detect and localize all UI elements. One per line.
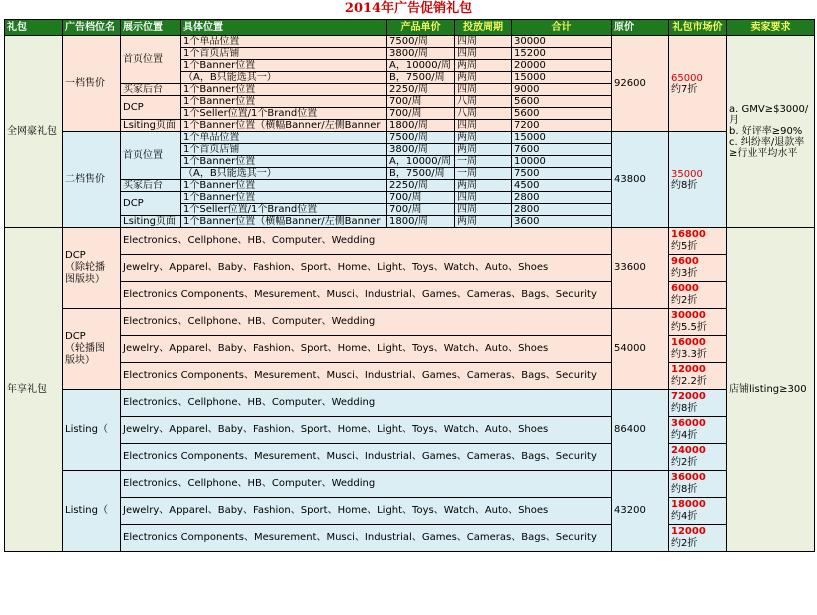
category-cell: Electronics、Cellphone、HB、Computer、Wedding bbox=[121, 390, 612, 417]
header-cell: 原价 bbox=[612, 20, 669, 36]
price-cell: 700/周 bbox=[387, 108, 455, 120]
total-cell: 7500 bbox=[512, 168, 612, 180]
period-cell: 四周 bbox=[455, 48, 512, 60]
requirements: 店铺listing≥300 bbox=[727, 228, 815, 552]
table-row bbox=[5, 336, 815, 363]
price-cell: 2250/周 bbox=[387, 180, 455, 192]
discount: 约2折 bbox=[671, 295, 698, 306]
package-name: 全网豪礼包 bbox=[5, 36, 63, 228]
group-name: Listing（ bbox=[63, 471, 121, 552]
total-cell: 10000 bbox=[512, 156, 612, 168]
orig-price: 92600 bbox=[612, 36, 669, 132]
price-cell: 7500/周 bbox=[387, 132, 455, 144]
period-cell: 两周 bbox=[455, 72, 512, 84]
market-price: 16800 bbox=[671, 229, 706, 240]
detail-cell: 1个Banner位置 bbox=[181, 180, 387, 192]
header-cell: 展示位置 bbox=[121, 20, 181, 36]
market-price-cell bbox=[669, 390, 727, 417]
market-price-cell bbox=[669, 255, 727, 282]
package-name: 年享礼包 bbox=[5, 228, 63, 552]
header-cell: 广告档位名 bbox=[63, 20, 121, 36]
total-cell: 7600 bbox=[512, 144, 612, 156]
price-cell: 3800/周 bbox=[387, 144, 455, 156]
discount: 约4折 bbox=[671, 511, 698, 522]
category-cell: Jewelry、Apparel、Baby、Fashion、Sport、Home、Light、Toys、Watch、Auto、Shoes bbox=[121, 498, 612, 525]
market-price-cell bbox=[669, 417, 727, 444]
category-cell: Electronics、Cellphone、HB、Computer、Wedding bbox=[121, 309, 612, 336]
group-name: DCP （除轮播 图版块） bbox=[63, 228, 121, 309]
market-price-cell bbox=[669, 363, 727, 390]
price-cell: 1800/周 bbox=[387, 120, 455, 132]
discount: 约3折 bbox=[671, 268, 698, 279]
period-cell: 四周 bbox=[455, 36, 512, 48]
total-cell: 15000 bbox=[512, 72, 612, 84]
group-name: Listing（ bbox=[63, 390, 121, 471]
table-row bbox=[5, 444, 815, 471]
category-cell: Electronics Components、Mesurement、Musci、Industrial、Games、Cameras、Bags、Security bbox=[121, 282, 612, 309]
position-cell: 买家后台 bbox=[121, 180, 181, 192]
market-price: 36000 bbox=[671, 418, 706, 429]
header-row bbox=[5, 20, 815, 36]
discount: 约8折 bbox=[671, 403, 698, 414]
detail-cell: 1个Banner位置 bbox=[181, 192, 387, 204]
market-price: 30000 bbox=[671, 310, 706, 321]
period-cell: 一周 bbox=[455, 168, 512, 180]
total-cell: 7200 bbox=[512, 120, 612, 132]
detail-cell: 1个Banner位置 bbox=[181, 156, 387, 168]
price-cell: B，7500/周 bbox=[387, 168, 455, 180]
header-cell: 投放周期 bbox=[455, 20, 512, 36]
market-price-cell bbox=[669, 228, 727, 255]
detail-cell: （A，B只能选其一） bbox=[181, 72, 387, 84]
group-name: DCP （轮播图 版块） bbox=[63, 309, 121, 390]
market-price-cell bbox=[669, 282, 727, 309]
tier-name: 一档售价 bbox=[63, 36, 121, 132]
position-cell: 首页位置 bbox=[121, 132, 181, 180]
discount: 约8折 bbox=[671, 484, 698, 495]
header-cell: 卖家要求 bbox=[727, 20, 815, 36]
market-price: 12000 bbox=[671, 364, 706, 375]
period-cell: 八周 bbox=[455, 108, 512, 120]
detail-cell: 1个Banner位置（横幅Banner/左侧Banner bbox=[181, 216, 387, 228]
table-row bbox=[5, 132, 815, 144]
price-cell: 3800/周 bbox=[387, 48, 455, 60]
orig-price: 33600 bbox=[612, 228, 669, 309]
market-price: 12000 bbox=[671, 526, 706, 537]
market-price: 24000 bbox=[671, 445, 706, 456]
market-price-cell bbox=[669, 444, 727, 471]
discount: 约5折 bbox=[671, 241, 698, 252]
price-cell: 1800/周 bbox=[387, 216, 455, 228]
category-cell: Jewelry、Apparel、Baby、Fashion、Sport、Home、Light、Toys、Watch、Auto、Shoes bbox=[121, 255, 612, 282]
position-cell: 买家后台 bbox=[121, 84, 181, 96]
market-price: 16000 bbox=[671, 337, 706, 348]
table-row bbox=[5, 228, 815, 255]
discount: 约7折 bbox=[671, 83, 698, 95]
market-price: 9600 bbox=[671, 256, 699, 267]
market-price-cell bbox=[669, 336, 727, 363]
market-price-cell bbox=[669, 309, 727, 336]
category-cell: Electronics、Cellphone、HB、Computer、Wedding bbox=[121, 471, 612, 498]
header-cell: 礼包 bbox=[5, 20, 63, 36]
detail-cell: 1个Seller位置/1个Brand位置 bbox=[181, 108, 387, 120]
position-cell: 首页位置 bbox=[121, 36, 181, 84]
table-row bbox=[5, 309, 815, 336]
detail-cell: 1个Seller位置/1个Brand位置 bbox=[181, 204, 387, 216]
detail-cell: 1个Banner位置 bbox=[181, 84, 387, 96]
category-cell: Jewelry、Apparel、Baby、Fashion、Sport、Home、Light、Toys、Watch、Auto、Shoes bbox=[121, 336, 612, 363]
price-cell: A，10000/周 bbox=[387, 156, 455, 168]
price-cell: 700/周 bbox=[387, 96, 455, 108]
price-cell: 2250/周 bbox=[387, 84, 455, 96]
requirements: a. GMV≥$3000/月 b. 好评率≥90% c. 纠纷率/退款率≥行业平均水平 bbox=[727, 36, 815, 228]
tier-name: 二档售价 bbox=[63, 132, 121, 228]
discount: 约5.5折 bbox=[671, 322, 707, 333]
table-row bbox=[5, 36, 815, 48]
table-row bbox=[5, 363, 815, 390]
period-cell: 八周 bbox=[455, 96, 512, 108]
promo-table bbox=[4, 19, 815, 552]
position-cell: Lsiting页面 bbox=[121, 120, 181, 132]
total-cell: 5600 bbox=[512, 96, 612, 108]
market-price-cell bbox=[669, 36, 727, 132]
category-cell: Electronics Components、Mesurement、Musci、Industrial、Games、Cameras、Bags、Security bbox=[121, 525, 612, 552]
market-price: 35000 bbox=[671, 168, 703, 180]
total-cell: 3600 bbox=[512, 216, 612, 228]
period-cell: 四周 bbox=[455, 192, 512, 204]
market-price-cell bbox=[669, 498, 727, 525]
detail-cell: （A，B只能选其一） bbox=[181, 168, 387, 180]
table-row bbox=[5, 282, 815, 309]
price-cell: 700/周 bbox=[387, 204, 455, 216]
period-cell: 两周 bbox=[455, 180, 512, 192]
page-title: 2014年广告促销礼包 bbox=[344, 1, 473, 16]
total-cell: 2800 bbox=[512, 192, 612, 204]
header-cell: 合计 bbox=[512, 20, 612, 36]
orig-price: 86400 bbox=[612, 390, 669, 471]
position-cell: DCP bbox=[121, 192, 181, 216]
market-price-cell bbox=[669, 471, 727, 498]
total-cell: 15200 bbox=[512, 48, 612, 60]
position-cell: DCP bbox=[121, 96, 181, 120]
position-cell: Lsiting页面 bbox=[121, 216, 181, 228]
header-cell: 产品单价 bbox=[387, 20, 455, 36]
discount: 约4折 bbox=[671, 430, 698, 441]
total-cell: 15000 bbox=[512, 132, 612, 144]
total-cell: 9000 bbox=[512, 84, 612, 96]
market-price: 6000 bbox=[671, 283, 699, 294]
detail-cell: 1个单品位置 bbox=[181, 36, 387, 48]
header-cell: 礼包市场价 bbox=[669, 20, 727, 36]
total-cell: 30000 bbox=[512, 36, 612, 48]
total-cell: 5600 bbox=[512, 108, 612, 120]
price-cell: B，7500/周 bbox=[387, 72, 455, 84]
total-cell: 2800 bbox=[512, 204, 612, 216]
discount: 约2折 bbox=[671, 538, 698, 549]
market-price: 36000 bbox=[671, 472, 706, 483]
table-row bbox=[5, 390, 815, 417]
detail-cell: 1个Banner位置 bbox=[181, 96, 387, 108]
discount: 约2.2折 bbox=[671, 376, 707, 387]
period-cell: 两周 bbox=[455, 144, 512, 156]
period-cell: 一周 bbox=[455, 156, 512, 168]
market-price-cell bbox=[669, 525, 727, 552]
category-cell: Electronics、Cellphone、HB、Computer、Wedding bbox=[121, 228, 612, 255]
total-cell: 4500 bbox=[512, 180, 612, 192]
detail-cell: 1个首页店铺 bbox=[181, 48, 387, 60]
market-price-cell bbox=[669, 132, 727, 228]
table-row bbox=[5, 471, 815, 498]
orig-price: 43200 bbox=[612, 471, 669, 552]
period-cell: 四周 bbox=[455, 84, 512, 96]
table-row bbox=[5, 525, 815, 552]
detail-cell: 1个Banner位置（横幅Banner/左侧Banner bbox=[181, 120, 387, 132]
total-cell: 20000 bbox=[512, 60, 612, 72]
discount: 约3.3折 bbox=[671, 349, 707, 360]
table-row bbox=[5, 498, 815, 525]
period-cell: 两周 bbox=[455, 216, 512, 228]
market-price: 18000 bbox=[671, 499, 706, 510]
market-price: 65000 bbox=[671, 72, 703, 84]
market-price: 72000 bbox=[671, 391, 706, 402]
orig-price: 43800 bbox=[612, 132, 669, 228]
category-cell: Electronics Components、Mesurement、Musci、Industrial、Games、Cameras、Bags、Security bbox=[121, 444, 612, 471]
price-cell: A，10000/周 bbox=[387, 60, 455, 72]
price-cell: 7500/周 bbox=[387, 36, 455, 48]
price-cell: 700/周 bbox=[387, 192, 455, 204]
period-cell: 四周 bbox=[455, 120, 512, 132]
category-cell: Electronics Components、Mesurement、Musci、Industrial、Games、Cameras、Bags、Security bbox=[121, 363, 612, 390]
header-cell: 具体位置 bbox=[181, 20, 387, 36]
discount: 约8折 bbox=[671, 179, 698, 191]
detail-cell: 1个单品位置 bbox=[181, 132, 387, 144]
table-row bbox=[5, 417, 815, 444]
detail-cell: 1个Banner位置 bbox=[181, 60, 387, 72]
period-cell: 四周 bbox=[455, 204, 512, 216]
period-cell: 两周 bbox=[455, 60, 512, 72]
table-row bbox=[5, 255, 815, 282]
orig-price: 54000 bbox=[612, 309, 669, 390]
discount: 约2折 bbox=[671, 457, 698, 468]
category-cell: Jewelry、Apparel、Baby、Fashion、Sport、Home、Light、Toys、Watch、Auto、Shoes bbox=[121, 417, 612, 444]
detail-cell: 1个首页店铺 bbox=[181, 144, 387, 156]
period-cell: 两周 bbox=[455, 132, 512, 144]
